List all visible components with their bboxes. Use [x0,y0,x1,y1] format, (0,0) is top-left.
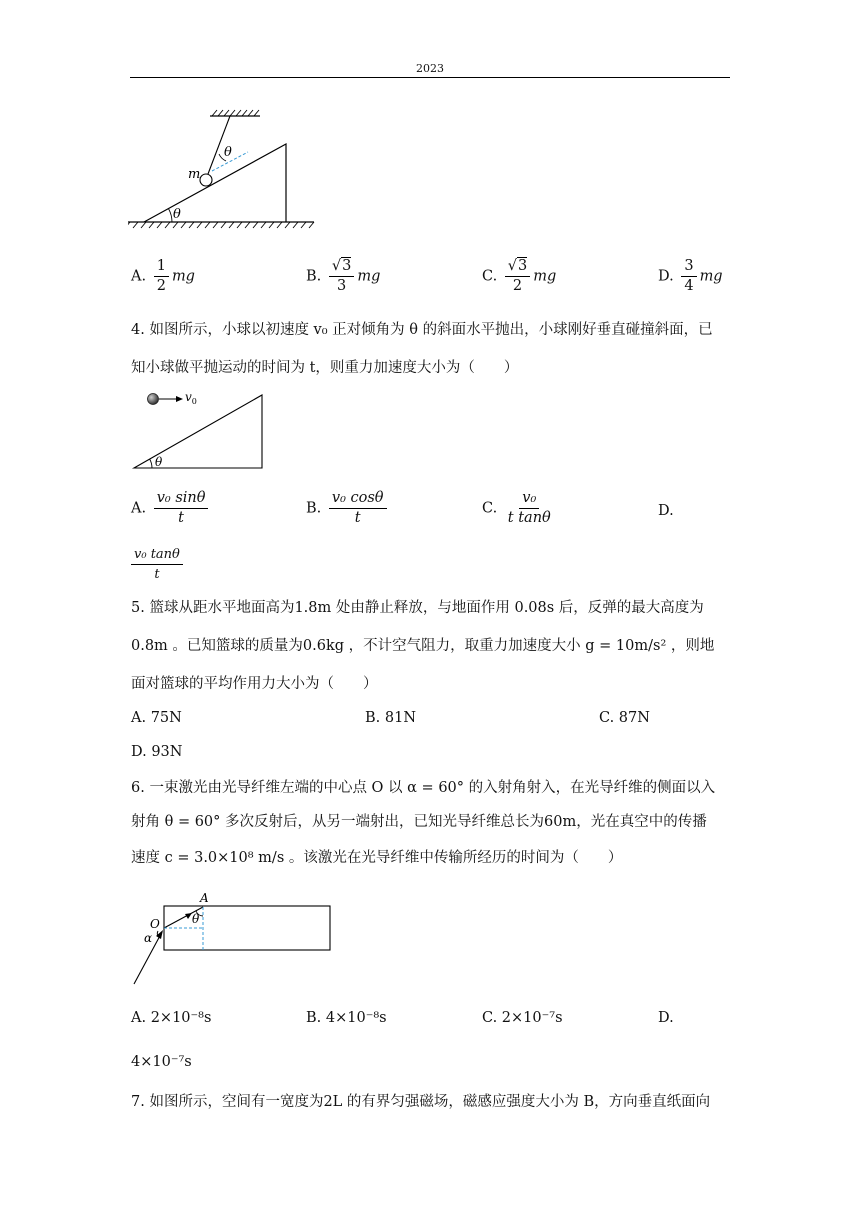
q3-incline-figure [128,108,320,238]
q3-label-theta-bottom: θ [173,207,181,222]
sqrt-symbol: √3 [507,258,528,274]
q5-option-c[interactable]: C. 87N [599,710,650,726]
option-letter: B. [306,500,322,517]
q5-text-line-3: 面对篮球的平均作用力大小为（ ） [131,676,378,692]
q5-option-d[interactable]: D. 93N [131,744,183,760]
q6-text-line-2: 射角 θ = 60° 多次反射后，从另一端射出，已知光导纤维总长为60m，光在真空中的传播 [131,814,707,830]
q4-option-d-letter[interactable]: D. [658,503,674,519]
q4-option-a[interactable] [131,490,211,527]
q6-optical-fiber-figure [128,890,338,990]
q6-option-d-letter[interactable]: D. [658,1010,674,1026]
option-letter: A. [131,500,147,517]
fraction: $\frac{1}{2}$ [154,258,169,295]
q6-option-c[interactable]: C. 2×10⁻⁷s [482,1010,563,1026]
q6-text-line-3: 速度 c = 3.0×10⁸ m/s 。该激光在光导纤维中传输所经历的时间为（ ） [131,850,623,866]
fraction: $\frac{\text{v₀}}{\text{t tanθ}}$ [507,490,551,526]
q3-label-theta-top: θ [224,145,232,160]
fraction: $\frac{√3}{2}$ [505,258,530,295]
header-divider [130,77,730,78]
q4-option-c[interactable] [482,490,557,527]
fraction: $\frac{\text{v₀ cosθ}}{t}$ [329,490,387,527]
q5-option-a[interactable]: A. 75N [131,710,182,726]
q3-option-d[interactable]: D. $\frac{3}{4}$ mg [658,258,723,294]
q6-label-A: A [200,891,209,905]
q7-text-line-1: 7. 如图所示，空间有一宽度为2L 的有界匀强磁场，磁感应强度大小为 B，方向垂直纸面向 [131,1094,711,1110]
q5-text-line-2: 0.8m 。已知篮球的质量为0.6kg ，不计空气阻力，取重力加速度大小 g = 10m/s² ，则地 [131,638,715,654]
option-letter: C. [482,268,498,285]
q4-projectile-figure [128,388,268,472]
fraction: $\frac{√3}{3}$ [329,258,354,295]
q6-option-a[interactable]: A. 2×10⁻⁸s [131,1010,212,1026]
fraction: $\frac{\text{v₀ sinθ}}{t}$ [154,490,209,527]
q4-text-line-1: 4. 如图所示，小球以初速度 v₀ 正对倾角为 θ 的斜面水平抛出，小球刚好垂直碰撞斜面，已 [131,322,713,338]
q3-option-b[interactable]: B. $\frac{√3}{3}$ mg [306,258,381,294]
sqrt-symbol: √3 [331,258,352,274]
q6-option-d-value[interactable]: 4×10⁻⁷s [131,1054,192,1070]
fraction: $\frac{\text{v₀ tanθ}}{t}$ [131,546,183,583]
q6-label-theta: θ [192,912,200,926]
q6-text-line-1: 6. 一束激光由光导纤维左端的中心点 O 以 α = 60° 的入射角射入，在光导纤维的侧面以入 [131,780,716,796]
q3-label-m: m [188,167,201,182]
option-letter: B. [306,268,322,285]
option-letter: C. [482,500,498,517]
q3-option-a[interactable]: A. $\frac{1}{2}$ mg [131,258,195,294]
q6-label-alpha: α [144,931,153,945]
option-letter: A. [131,268,147,285]
q6-label-O: O [150,917,160,931]
q4-option-d-expression[interactable] [128,546,186,583]
fraction: $\frac{3}{4}$ [681,258,696,295]
q4-label-v0: $v_0$ [185,390,197,406]
q5-option-b[interactable]: B. 81N [365,710,417,726]
page-header-year: 2023 [416,62,444,75]
q3-option-c[interactable]: C. $\frac{√3}{2}$ mg [482,258,557,294]
option-letter: D. [658,268,674,285]
q4-label-theta: θ [155,455,163,469]
q4-text-line-2: 知小球做平抛运动的时间为 t，则重力加速度大小为（ ） [131,360,519,376]
q4-option-b[interactable] [306,490,390,527]
q6-option-b[interactable]: B. 4×10⁻⁸s [306,1010,387,1026]
q5-text-line-1: 5. 篮球从距水平地面高为1.8m 处由静止释放，与地面作用 0.08s 后，反弹的最大高度为 [131,600,704,616]
